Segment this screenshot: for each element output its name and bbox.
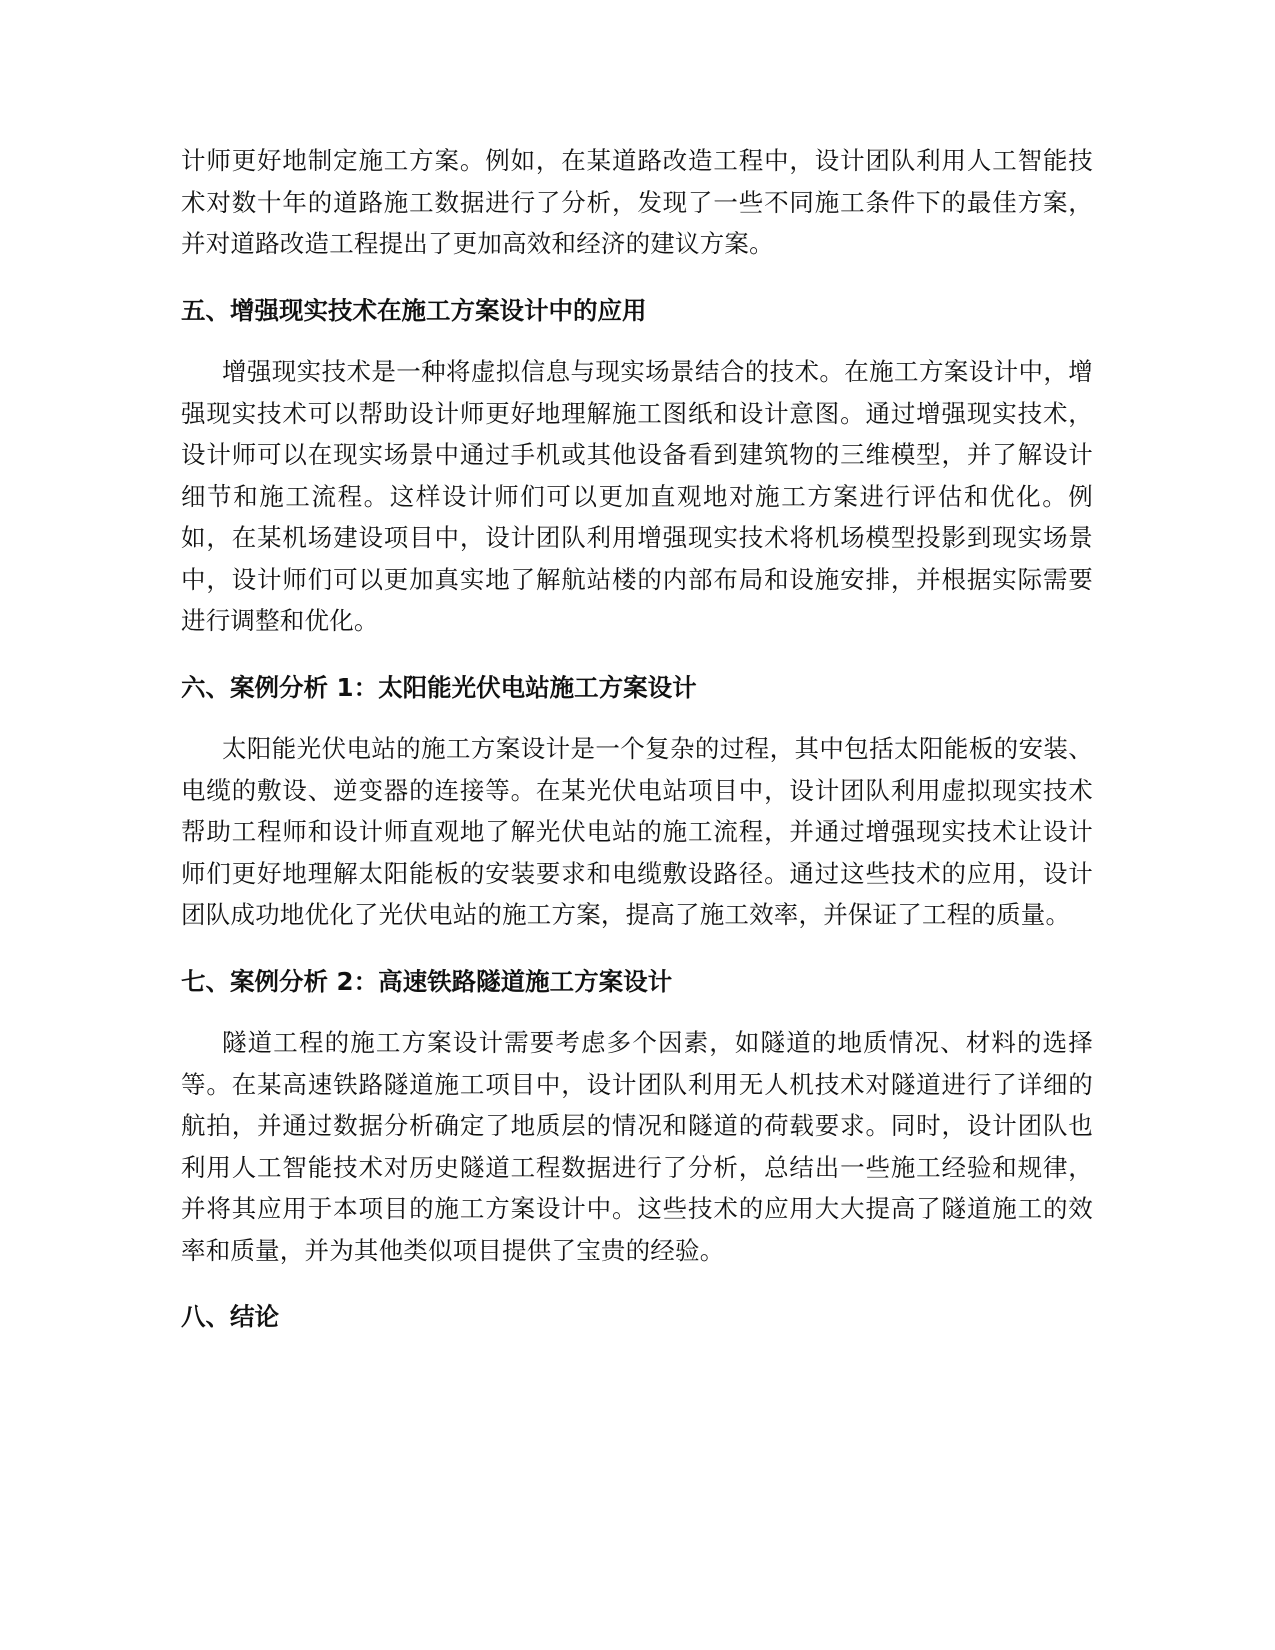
section-heading-8: 八、结论 bbox=[181, 1302, 279, 1331]
document-page bbox=[181, 140, 1093, 1338]
section-paragraph-7: 隧道工程的施工方案设计需要考虑多个因素，如隧道的地质情况、材料的选择等。在某高速铁路隧道施工项目中，设计团队利用无人机技术对隧道进行了详细的航拍，并通过数据分析确定了地质层的情况和隧道的荷载要求。同时，设计团队也利用人工智能技术对历史隧道工程数据进行了分析，总结出一些施工经验和规律，并将其应用于本项目的施工方案设计中。这些技术的应用大大提高了隧道施工的效率和质量，并为其他类似项目提供了宝贵的经验。 bbox=[181, 1028, 1093, 1265]
section-heading-5: 五、增强现实技术在施工方案设计中的应用 bbox=[181, 295, 647, 325]
section-heading-7: 七、案例分析 2：高速铁路隧道施工方案设计 bbox=[181, 966, 673, 996]
intro-paragraph: 计师更好地制定施工方案。例如，在某道路改造工程中，设计团队利用人工智能技术对数十年的道路施工数据进行了分析，发现了一些不同施工条件下的最佳方案，并对道路改造工程提出了更加高效和经济的建议方案。 bbox=[181, 146, 1093, 258]
section-paragraph-6: 太阳能光伏电站的施工方案设计是一个复杂的过程，其中包括太阳能板的安装、电缆的敷设、逆变器的连接等。在某光伏电站项目中，设计团队利用虚拟现实技术帮助工程师和设计师直观地了解光伏电站的施工流程，并通过增强现实技术让设计师们更好地理解太阳能板的安装要求和电缆敷设路径。通过这些技术的应用，设计团队成功地优化了光伏电站的施工方案，提高了施工效率，并保证了工程的质量。 bbox=[181, 734, 1093, 929]
section-paragraph-5: 增强现实技术是一种将虚拟信息与现实场景结合的技术。在施工方案设计中，增强现实技术可以帮助设计师更好地理解施工图纸和设计意图。通过增强现实技术，设计师可以在现实场景中通过手机或其他设备看到建筑物的三维模型，并了解设计细节和施工流程。这样设计师们可以更加直观地对施工方案进行评估和优化。例如，在某机场建设项目中，设计团队利用增强现实技术将机场模型投影到现实场景中，设计师们可以更加真实地了解航站楼的内部布局和设施安排，并根据实际需要进行调整和优化。 bbox=[181, 357, 1093, 635]
section-heading-6: 六、案例分析 1：太阳能光伏电站施工方案设计 bbox=[181, 672, 697, 702]
